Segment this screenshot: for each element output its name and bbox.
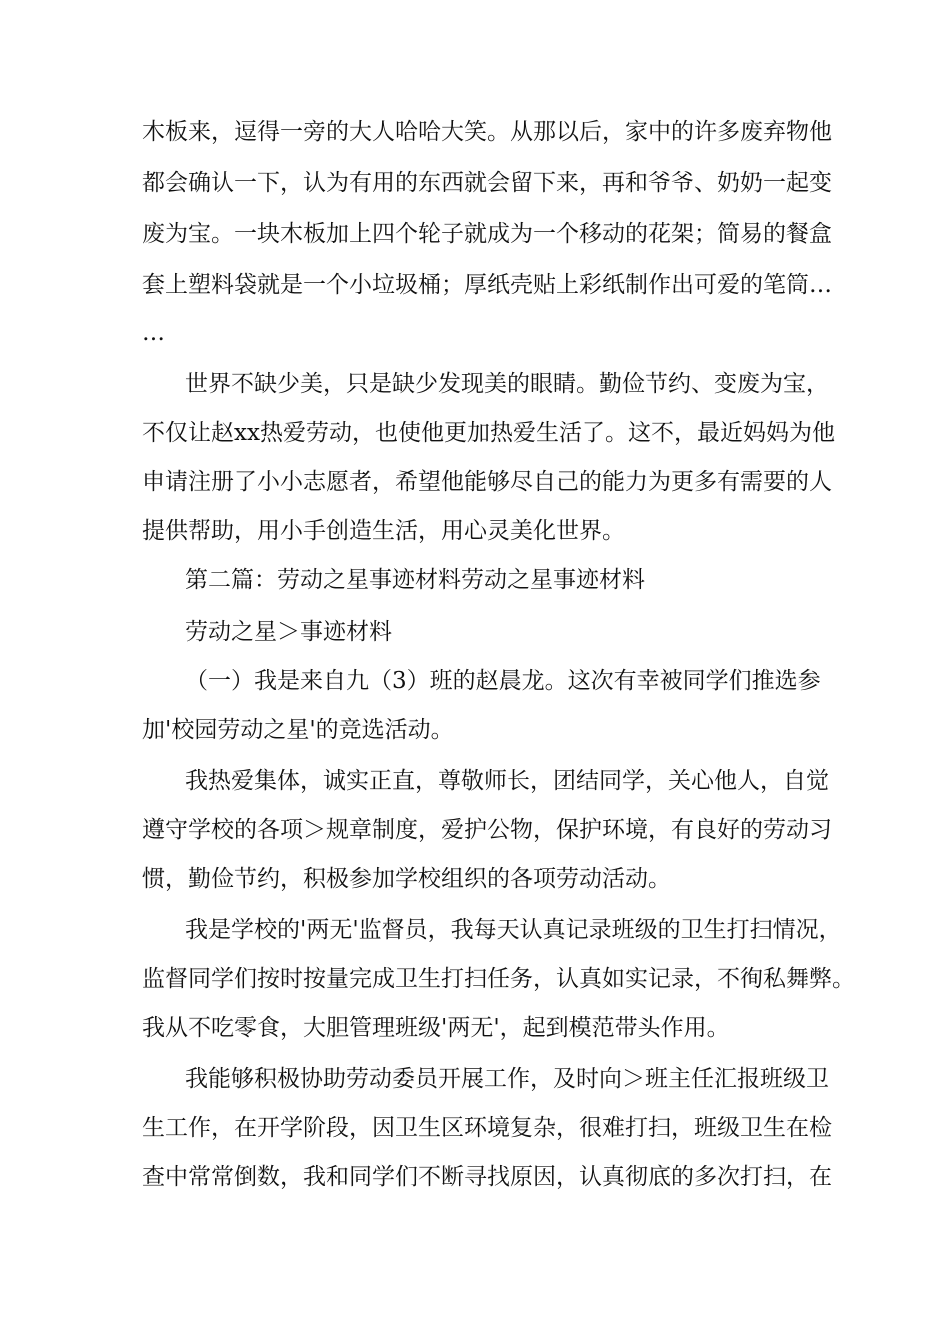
text-line: 我是学校的'两无'监督员，我每天认真记录班级的卫生打扫情况， (185, 917, 842, 943)
text-line: 监督同学们按时按量完成卫生打扫任务，认真如实记录，不徇私舞弊。 (142, 966, 855, 992)
subheading: 劳动之星＞事迹材料 (185, 619, 392, 645)
text-line: 我能够积极协助劳动委员开展工作，及时向＞班主任汇报班级卫 (185, 1066, 829, 1092)
text-line: 我热爱集体，诚实正直，尊敬师长，团结同学，关心他人，自觉 (185, 768, 829, 794)
text-line: 提供帮助，用小手创造生活，用心灵美化世界。 (142, 518, 625, 544)
text-line: 生工作，在开学阶段，因卫生区环境复杂，很难打扫，班级卫生在检 (142, 1115, 832, 1141)
text-line: （一）我是来自九（3）班的赵晨龙。这次有幸被同学们推选参 (185, 668, 821, 694)
text-line: 加'校园劳动之星'的竞选活动。 (142, 717, 454, 743)
text-line: 不仅让赵xx热爱劳动，也使他更加热爱生活了。这不，最近妈妈为他 (142, 420, 835, 446)
text-line: 我从不吃零食，大胆管理班级'两无'，起到模范带头作用。 (142, 1015, 730, 1041)
section-heading: 第二篇：劳动之星事迹材料劳动之星事迹材料 (185, 567, 645, 593)
text-line: 遵守学校的各项＞规章制度，爱护公物，保护环境，有良好的劳动习 (142, 817, 832, 843)
text-line: 申请注册了小小志愿者，希望他能够尽自己的能力为更多有需要的人 (142, 469, 832, 495)
text-line: 废为宝。一块木板加上四个轮子就成为一个移动的花架；简易的餐盒 (142, 221, 832, 247)
text-line: 世界不缺少美，只是缺少发现美的眼睛。勤俭节约、变废为宝， (185, 371, 829, 397)
text-line: 都会确认一下，认为有用的东西就会留下来，再和爷爷、奶奶一起变 (142, 170, 832, 196)
text-line: 惯，勤俭节约，积极参加学校组织的各项劳动活动。 (142, 866, 671, 892)
text-line: 查中常常倒数，我和同学们不断寻找原因，认真彻底的多次打扫，在 (142, 1164, 832, 1190)
text-line: … (142, 320, 165, 346)
text-line: 套上塑料袋就是一个小垃圾桶；厚纸壳贴上彩纸制作出可爱的笔筒… (142, 272, 832, 298)
text-line: 木板来，逗得一旁的大人哈哈大笑。从那以后，家中的许多废弃物他 (142, 119, 832, 145)
